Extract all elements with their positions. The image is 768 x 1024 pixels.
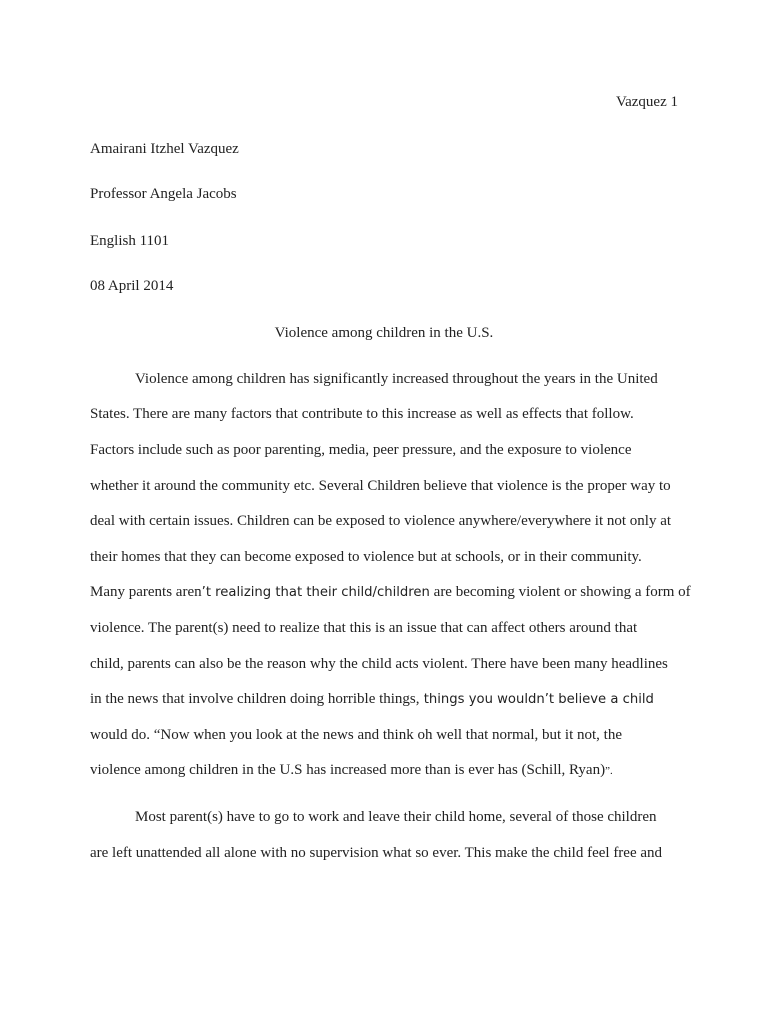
paragraph-1-line: Violence among children has significantly increased throughout the years in the United xyxy=(135,371,658,387)
paragraph-1-line: Factors include such as poor parenting, media, peer pressure, and the exposure to violence xyxy=(90,442,632,458)
paragraph-1-line xyxy=(90,582,691,603)
paragraph-1-line-part: ”. xyxy=(605,765,613,777)
paragraph-1-line-part: in the news that involve children doing horrible things, xyxy=(90,691,420,707)
paragraph-1-line xyxy=(90,760,678,781)
author-name: Amairani Itzhel Vazquez xyxy=(90,141,239,157)
paragraph-1-line: States. There are many factors that contribute to this increase as well as effects that follow. xyxy=(90,406,634,422)
paragraph-1-line: would do. “Now when you look at the news and think oh well that normal, but it not, the xyxy=(90,727,623,743)
essay-title: Violence among children in the U.S. xyxy=(274,325,494,341)
paragraph-2-line: are left unattended all alone with no supervision what so ever. This make the child feel free and xyxy=(90,845,663,861)
running-head: Vazquez 1 xyxy=(615,94,678,110)
paragraph-1-line-part: are becoming violent or showing a form of xyxy=(429,584,691,600)
paragraph-1-line: whether it around the community etc. Several Children believe that violence is the proper way to xyxy=(90,478,671,494)
professor-name: Professor Angela Jacobs xyxy=(90,186,237,202)
course-name: English 1101 xyxy=(90,233,170,249)
paragraph-1-line: deal with certain issues. Children can be exposed to violence anywhere/everywhere it not only at xyxy=(90,513,672,529)
paragraph-1-line xyxy=(90,689,678,710)
paragraph-1-line-part: things you wouldn’t believe a child xyxy=(419,692,654,707)
paragraph-1-line: child, parents can also be the reason why the child acts violent. There have been many headlines xyxy=(90,656,668,672)
paragraph-2-line: Most parent(s) have to go to work and leave their child home, several of those children xyxy=(135,809,657,825)
paragraph-1-line: their homes that they can become exposed to violence but at schools, or in their community. xyxy=(90,549,642,565)
paragraph-1-line-part: Many parents aren xyxy=(90,584,202,600)
paragraph-1-line-part: ’t realizing that their child/children xyxy=(201,585,430,600)
essay-date: 08 April 2014 xyxy=(90,278,174,294)
paragraph-1-line-part: violence among children in the U.S has increased more than is ever has (Schill, Ryan) xyxy=(90,762,606,778)
paragraph-1-line: violence. The parent(s) need to realize that this is an issue that can affect others around that xyxy=(90,620,638,636)
